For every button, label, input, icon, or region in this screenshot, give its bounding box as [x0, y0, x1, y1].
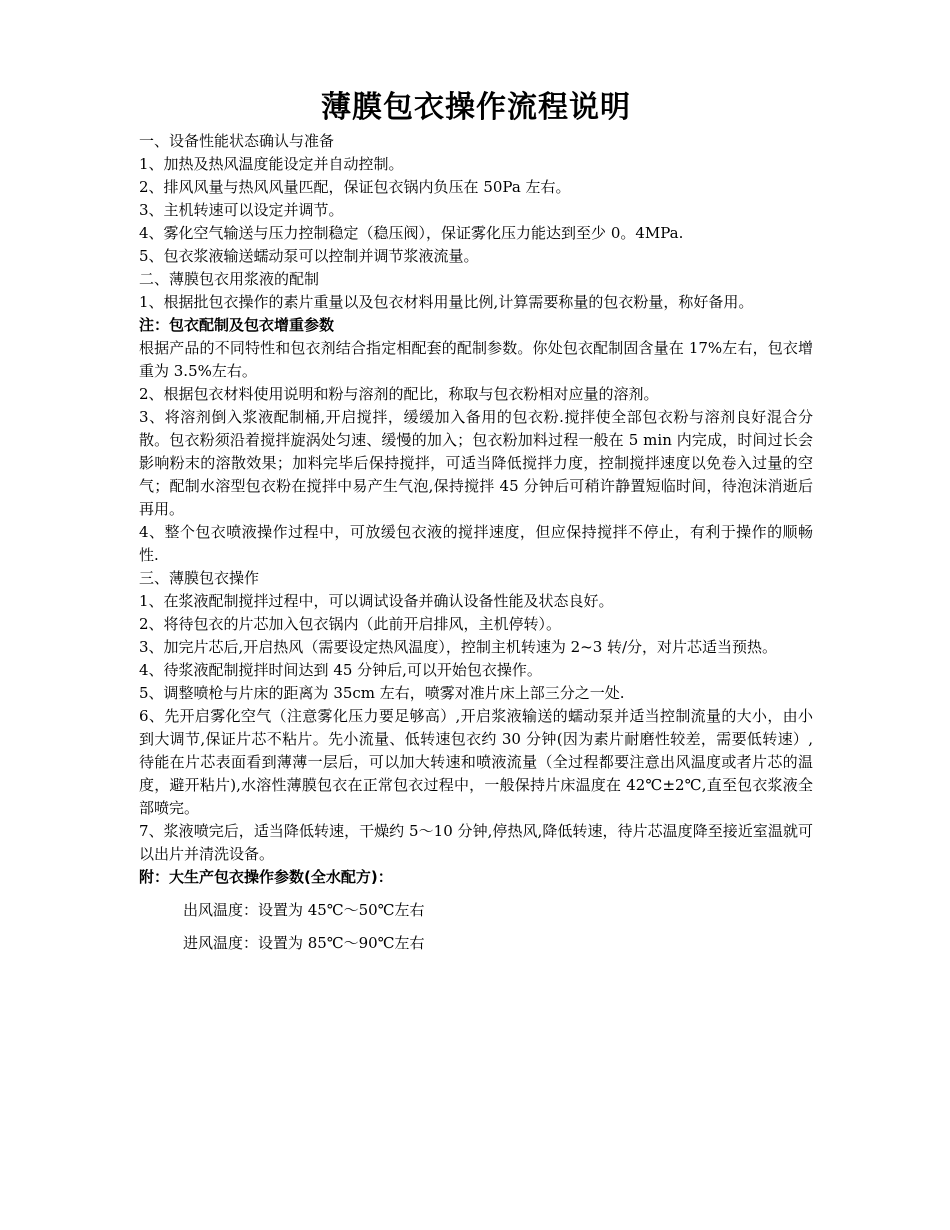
spacer [139, 889, 813, 899]
paragraph: 4、待浆液配制搅拌时间达到 45 分钟后,可以开始包衣操作。 [139, 661, 542, 679]
spacer [139, 922, 813, 932]
section-heading-2: 二、薄膜包衣用浆液的配制 [139, 270, 320, 288]
paragraph: 2、根据包衣材料使用说明和粉与溶剂的配比，称取与包衣粉相对应量的溶剂。 [139, 385, 659, 403]
paragraph: 2、将待包衣的片芯加入包衣锅内（此前开启排风，主机停转）。 [139, 615, 562, 633]
paragraph: 3、加完片芯后,开启热风（需要设定热风温度），控制主机转速为 2~3 转/分，对片芯适当预热。 [139, 638, 778, 656]
param-outlet-temperature: 出风温度：设置为 45℃～50℃左右 [183, 901, 425, 919]
section-heading-3: 三、薄膜包衣操作 [139, 569, 260, 587]
paragraph: 2、排风风量与热风风量匹配，保证包衣锅内负压在 50Pa 左右。 [139, 178, 571, 196]
paragraph: 7、浆液喷完后，适当降低转速，干燥约 5～10 分钟,停热风,降低转速，待片芯温度降至接近室温就可以出片并清洗设备。 [139, 822, 813, 863]
paragraph: 1、加热及热风温度能设定并自动控制。 [139, 155, 404, 173]
document-title: 薄膜包衣操作流程说明 [321, 90, 631, 125]
paragraph: 5、包衣浆液输送蠕动泵可以控制并调节浆液流量。 [139, 247, 479, 265]
paragraph: 3、主机转速可以设定并调节。 [139, 201, 344, 219]
paragraph: 4、雾化空气输送与压力控制稳定（稳压阀），保证雾化压力能达到至少 0。4MPa. [139, 224, 684, 242]
paragraph: 4、整个包衣喷液操作过程中，可放缓包衣液的搅拌速度，但应保持搅拌不停止，有利于操作的顺畅性. [139, 523, 813, 564]
paragraph: 5、调整喷枪与片床的距离为 35cm 左右，喷雾对准片床上部三分之一处. [139, 684, 625, 702]
param-inlet-temperature: 进风温度：设置为 85℃～90℃左右 [183, 934, 425, 952]
appendix-heading: 附：大生产包衣操作参数(全水配方)： [139, 868, 393, 886]
paragraph: 1、在浆液配制搅拌过程中，可以调试设备并确认设备性能及状态良好。 [139, 592, 614, 610]
section-heading-1: 一、设备性能状态确认与准备 [139, 132, 335, 150]
paragraph: 1、根据批包衣操作的素片重量以及包衣材料用量比例,计算需要称量的包衣粉量，称好备用。 [139, 293, 754, 311]
paragraph: 3、将溶剂倒入浆液配制桶,开启搅拌，缓缓加入备用的包衣粉.搅拌使全部包衣粉与溶剂良好混合分散。包衣粉须沿着搅拌旋涡处匀速、缓慢的加入；包衣粉加料过程一般在 5 min 内完成，时间过长会影响粉末的溶散效果；加料完毕后保持搅拌，可适当降低搅拌力度，控制搅拌速度以免卷入过量的空气；配制水溶型包衣粉在搅拌中易产生气泡,保持搅拌 45 分钟后可稍许静置短临时间，待泡沫消逝后再用。 [139, 408, 813, 518]
document-body [139, 86, 813, 955]
note-heading: 注：包衣配制及包衣增重参数 [139, 316, 335, 334]
paragraph: 根据产品的不同特性和包衣剂结合指定相配套的配制参数。你处包衣配制固含量在 17%左右，包衣增重为 3.5%左右。 [139, 339, 813, 380]
paragraph: 6、先开启雾化空气（注意雾化压力要足够高）,开启浆液输送的蠕动泵并适当控制流量的大小，由小到大调节,保证片芯不粘片。先小流量、低转速包衣约 30 分钟(因为素片耐磨性较差，需要低转速）,待能在片芯表面看到薄薄一层后，可以加大转速和喷液流量（全过程都要注意出风温度或者片芯的温度，避开粘片),水溶性薄膜包衣在正常包衣过程中，一般保持片床温度在 42℃±2℃,直至包衣浆液全部喷完。 [139, 707, 813, 817]
